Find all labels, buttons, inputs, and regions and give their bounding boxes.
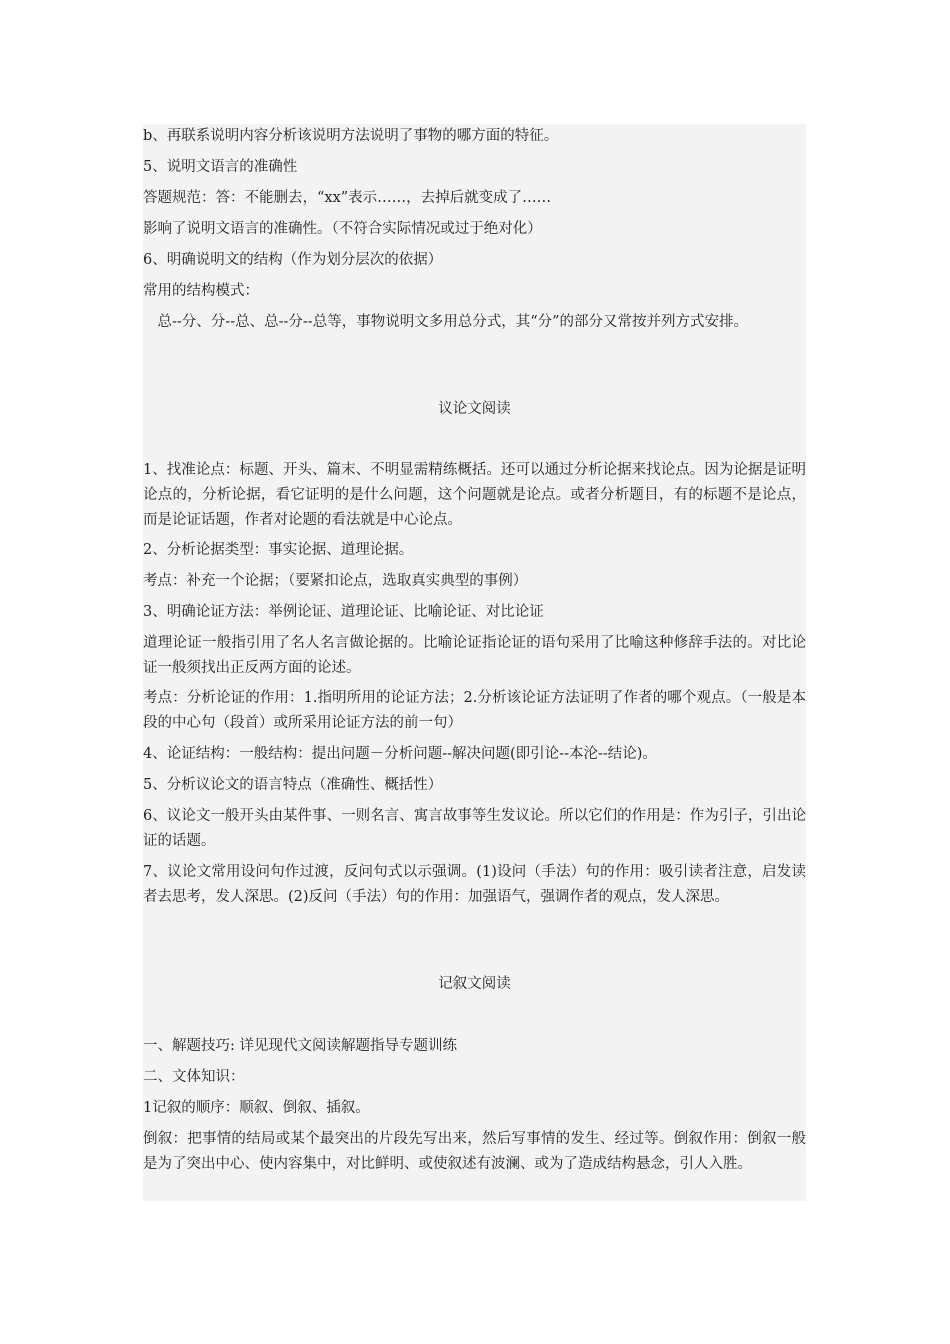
argumentative-paragraph: 道理论证一般指引用了名人名言做论据的。比喻论证指论证的语句采用了比喻这种修辞手法的。对比论证一般须找出正反两方面的论述。 (143, 635, 806, 676)
explanatory-paragraph: 总--分、分--总、总--分--总等，事物说明文多用总分式，其“分”的部分又常按并列方式安排。 (143, 314, 749, 330)
argumentative-paragraph: 1、找准论点：标题、开头、篇末、不明显需精练概括。还可以通过分析论据来找论点。因为论据是证明论点的，分析论据，看它证明的是什么问题，这个问题就是论点。或者分析题目，有的标题不是论点，而是论证话题，作者对论题的看法就是中心论点。 (143, 462, 806, 528)
argumentative-paragraph: 6、议论文一般开头由某件事、一则名言、寓言故事等生发议论。所以它们的作用是：作为引子，引出论证的话题。 (143, 808, 806, 849)
argumentative-paragraph: 2、分析论据类型：事实论据、道理论据。 (143, 542, 414, 558)
explanatory-line: 答题规范：答：不能删去，“xx”表示……，去掉后就变成了…… (143, 190, 552, 206)
section-title-argumentative: 议论文阅读 (438, 401, 511, 417)
narrative-paragraph: 倒叙：把事情的结局或某个最突出的片段先写出来，然后写事情的发生、经过等。倒叙作用：倒叙一般是为了突出中心、使内容集中，对比鲜明、或使叙述有波澜、或为了造成结构悬念，引人入胜。 (143, 1131, 806, 1172)
section-title-narrative: 记叙文阅读 (438, 976, 511, 992)
explanatory-line: 常用的结构模式： (143, 283, 259, 299)
explanatory-line: b、再联系说明内容分析该说明方法说明了事物的哪方面的特征。 (143, 128, 559, 144)
argumentative-paragraph: 考点：补充一个论据；（要紧扣论点，选取真实典型的事例） (143, 573, 528, 589)
narrative-paragraph: 1记叙的顺序：顺叙、倒叙、插叙。 (143, 1100, 370, 1116)
narrative-paragraph: 一、解题技巧: 详见现代文阅读解题指导专题训练 (143, 1038, 457, 1054)
explanatory-line: 6、明确说明文的结构（作为划分层次的依据） (143, 252, 443, 268)
argumentative-paragraph: 4、论证结构：一般结构：提出问题－分析问题--解决问题(即引论--本沦--结论)。 (143, 746, 657, 762)
argumentative-paragraph: 5、分析议论文的语言特点（准确性、概括性） (143, 777, 443, 793)
argumentative-paragraph: 7、议论文常用设问句作过渡，反问句式以示强调。(1)设问（手法）句的作用：吸引读者注意，启发读者去思考，发人深思。(2)反问（手法）句的作用：加强语气，强调作者的观点，发人深思。 (143, 864, 806, 905)
explanatory-line: 5、说明文语言的准确性 (143, 159, 298, 175)
argumentative-paragraph: 3、明确论证方法：举例论证、道理论证、比喻论证、对比论证 (143, 604, 544, 620)
document-body (143, 124, 806, 1201)
explanatory-line: 影响了说明文语言的准确性。（不符合实际情况或过于绝对化） (143, 221, 542, 237)
argumentative-paragraph: 考点：分析论证的作用：1.指明所用的论证方法；2.分析该论证方法证明了作者的哪个观点。（一般是本段的中心句（段首）或所采用论证方法的前一句） (143, 690, 806, 731)
narrative-paragraph: 二、文体知识： (143, 1069, 245, 1085)
